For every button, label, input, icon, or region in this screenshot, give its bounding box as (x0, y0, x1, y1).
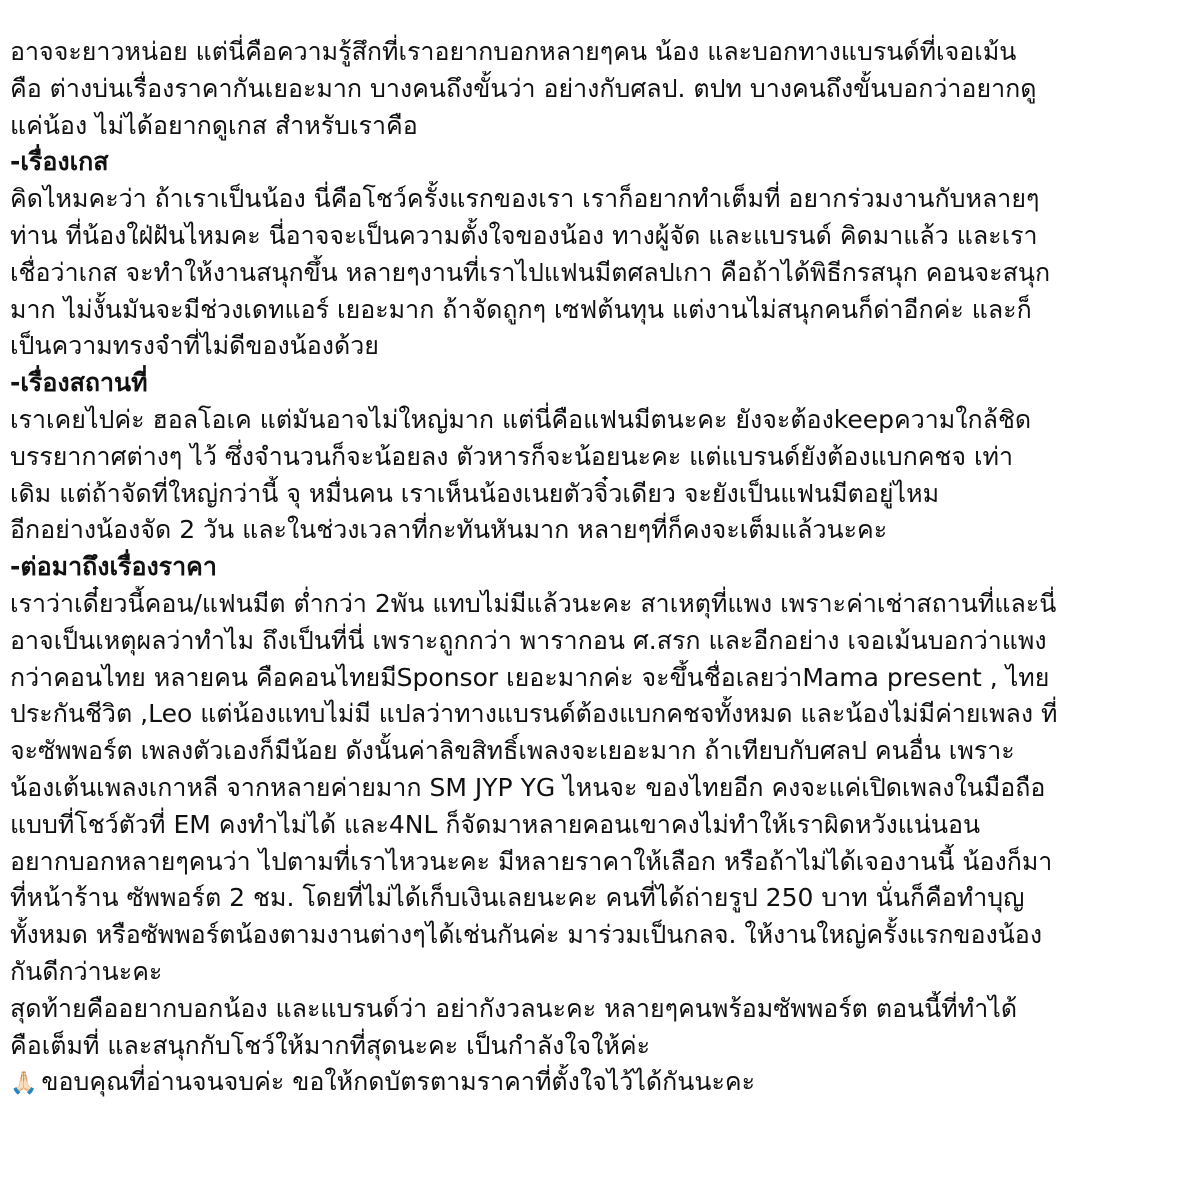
price-paragraph-line: ทั้งหมด หรือซัพพอร์ตน้องตามงานต่างๆได้เช่นกันค่ะ มาร่วมเป็นกลจ. ให้งานใหญ่ครั้งแรกของน้อง (10, 920, 1043, 950)
venue-paragraph-line: บรรยากาศต่างๆ ไว้ ซึ่งจำนวนก็จะน้อยลง ตัวหารก็จะน้อยนะคะ แต่แบรนด์ยังต้องแบกคชจ เท่า (10, 441, 1014, 471)
price-paragraph-line: ที่หน้าร้าน ซัพพอร์ต 2 ชม. โดยที่ไม่ได้เก็บเงินเลยนะคะ คนที่ได้ถ่ายรูป 250 บาท นั่นก็คือทำบุญ (10, 883, 1025, 913)
price-paragraph-line: ประกันชีวิต ,Leo แต่น้องแทบไม่มี แปลว่าทางแบรนด์ต้องแบกคชจทั้งหมด และน้องไม่มีค่ายเพลง ที่ (10, 699, 1058, 729)
price-paragraph-line: อาจเป็นเหตุผลว่าทำไม ถึงเป็นที่นี่ เพราะถูกกว่า พารากอน ศ.สรก และอีกอย่าง เจอเม้นบอกว่าแพง (10, 625, 1047, 655)
closing-line: สุดท้ายคืออยากบอกน้อง และแบรนด์ว่า อย่ากังวลนะคะ หลายๆคนพร้อมซัพพอร์ต ตอนนี้ที่ทำได้ (10, 993, 1018, 1023)
guests-paragraph-line: ท่าน ที่น้องใฝ่ฝันไหมคะ นี่อาจจะเป็นความตั้งใจของน้อง ทางผู้จัด และแบรนด์ คิดมาแล้ว และเรา (10, 220, 1038, 250)
guests-paragraph-line: คิดไหมคะว่า ถ้าเราเป็นน้อง นี่คือโชว์ครั้งแรกของเรา เราก็อยากทำเต็มที่ อยากร่วมงานกับหลายๆ (10, 184, 1040, 214)
guests-paragraph-line: เชื่อว่าเกส จะทำให้งานสนุกขึ้น หลายๆงานที่เราไปแฟนมีตศลปเกา คือถ้าได้พิธีกรสนุก คอนจะสนุก (10, 257, 1051, 287)
section-heading-price: -ต่อมาถึงเรื่องราคา (10, 552, 217, 582)
closing-line: คือเต็มที่ และสนุกกับโชว์ให้มากที่สุดนะคะ เป็นกำลังใจให้ค่ะ (10, 1030, 651, 1060)
price-paragraph-line: อยากบอกหลายๆคนว่า ไปตามที่เราไหวนะคะ มีหลายราคาให้เลือก หรือถ้าไม่ได้เจองานนี้ น้องก็มา (10, 846, 1053, 876)
venue-paragraph-line: เราเคยไปค่ะ ฮอลโอเค แต่มันอาจไม่ใหญ่มาก แต่นี่คือแฟนมีตนะคะ ยังจะต้องkeepความใกล้ชิด (10, 404, 1032, 434)
intro-line: คือ ต่างบ่นเรื่องราคากันเยอะมาก บางคนถึงขั้นว่า อย่างกับศลป. ตปท บางคนถึงขั้นบอกว่าอยากดู (10, 73, 1037, 103)
final-thanks-text: ขอบคุณที่อ่านจนจบค่ะ ขอให้กดบัตรตามราคาที่ตั้งใจไว้ได้กันนะคะ (41, 1067, 756, 1097)
price-paragraph-line: เราว่าเดี๋ยวนี้คอน/แฟนมีต ต่ำกว่า 2พัน แทบไม่มีแล้วนะคะ สาเหตุที่แพง เพราะค่าเช่าสถานที่และนี่ (10, 588, 1057, 618)
price-paragraph-line: น้องเต้นเพลงเกาหลี จากหลายค่ายมาก SM JYP YG ไหนจะ ของไทยอีก คงจะแค่เปิดเพลงในมือถือ (10, 772, 1046, 802)
venue-paragraph-line: เดิม แต่ถ้าจัดที่ใหญ่กว่านี้ จุ หมื่นคน เราเห็นน้องเนยตัวจิ๋วเดียว จะยังเป็นแฟนมีตอยู่ไหม (10, 478, 940, 508)
venue-paragraph-line: อีกอย่างน้องจัด 2 วัน และในช่วงเวลาที่กะทันหันมาก หลายๆที่ก็คงจะเต็มแล้วนะคะ (10, 515, 888, 545)
section-heading-guests: -เรื่องเกส (10, 147, 109, 177)
final-thanks-line (10, 1064, 1186, 1101)
folded-hands-icon: 🙏🏻 (10, 1071, 38, 1097)
guests-paragraph-line: มาก ไม่งั้นมันจะมีช่วงเดทแอร์ เยอะมาก ถ้าจัดถูกๆ เซฟต้นทุน แต่งานไม่สนุกคนก็ด่าอีกค่ะ และก็ (10, 294, 1032, 324)
price-paragraph-line: กันดีกว่านะคะ (10, 956, 163, 986)
price-paragraph-line: จะซัพพอร์ต เพลงตัวเองก็มีน้อย ดังนั้นค่าลิขสิทธิ์เพลงจะเยอะมาก ถ้าเทียบกับศลป คนอื่น เพราะ (10, 736, 1015, 766)
section-heading-venue: -เรื่องสถานที่ (10, 368, 148, 398)
price-paragraph-line: แบบที่โชว์ตัวที่ EM คงทำไม่ได้ และ4NL ก็จัดมาหลายคอนเขาคงไม่ทำให้เราผิดหวังแน่นอน (10, 809, 981, 839)
guests-paragraph-line: เป็นความทรงจำที่ไม่ดีของน้องด้วย (10, 331, 379, 361)
intro-line: อาจจะยาวหน่อย แต่นี่คือความรู้สึกที่เราอยากบอกหลายๆคน น้อง และบอกทางแบรนด์ที่เจอเม้น (10, 37, 1017, 66)
intro-line: แค่น้อง ไม่ได้อยากดูเกส สำหรับเราคือ (10, 110, 418, 140)
price-paragraph-line: กว่าคอนไทย หลายคน คือคอนไทยมีSponsor เยอะมากค่ะ จะขึ้นชื่อเลยว่าMama present , ไทย (10, 662, 1050, 692)
